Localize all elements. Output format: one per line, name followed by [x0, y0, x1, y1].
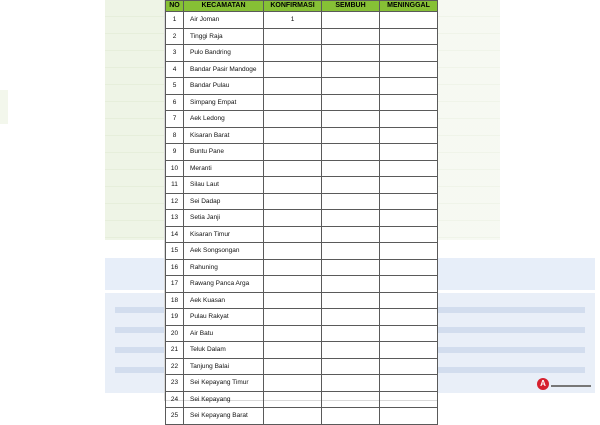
cell-meninggal [380, 78, 438, 95]
cell-konfirmasi [264, 45, 322, 62]
cell-no: 20 [166, 325, 184, 342]
cell-konfirmasi [264, 276, 322, 293]
cell-konfirmasi [264, 358, 322, 375]
cell-sembuh [322, 160, 380, 177]
cell-no: 4 [166, 61, 184, 78]
cell-kecamatan: Silau Laut [184, 177, 264, 194]
cell-no: 12 [166, 193, 184, 210]
cell-sembuh [322, 325, 380, 342]
cell-konfirmasi [264, 78, 322, 95]
cell-sembuh [322, 292, 380, 309]
cell-no: 25 [166, 408, 184, 425]
cell-no: 16 [166, 259, 184, 276]
cell-sembuh [322, 111, 380, 128]
cell-no: 2 [166, 28, 184, 45]
background-table-left [105, 0, 165, 240]
cell-kecamatan: Teluk Dalam [184, 342, 264, 359]
cell-konfirmasi [264, 177, 322, 194]
cell-no: 5 [166, 78, 184, 95]
table-body [166, 12, 438, 425]
kecamatan-case-table [165, 0, 438, 425]
cell-kecamatan: Kisaran Barat [184, 127, 264, 144]
cell-konfirmasi [264, 210, 322, 227]
cell-meninggal [380, 226, 438, 243]
cell-kecamatan: Buntu Pane [184, 144, 264, 161]
cell-meninggal [380, 144, 438, 161]
cell-kecamatan: Setia Janji [184, 210, 264, 227]
cell-konfirmasi [264, 94, 322, 111]
cell-konfirmasi [264, 144, 322, 161]
cell-konfirmasi [264, 226, 322, 243]
cell-no: 8 [166, 127, 184, 144]
cell-no: 24 [166, 391, 184, 408]
cell-no: 3 [166, 45, 184, 62]
cell-konfirmasi [264, 408, 322, 425]
cell-sembuh [322, 193, 380, 210]
cell-meninggal [380, 358, 438, 375]
header-sembuh: SEMBUH [322, 1, 380, 12]
cell-no: 23 [166, 375, 184, 392]
cell-no: 21 [166, 342, 184, 359]
table-row [166, 342, 438, 359]
cell-meninggal [380, 160, 438, 177]
table-row [166, 12, 438, 29]
cell-kecamatan: Air Joman [184, 12, 264, 29]
table-row [166, 375, 438, 392]
cell-kecamatan: Rahuning [184, 259, 264, 276]
cell-no: 13 [166, 210, 184, 227]
cell-meninggal [380, 94, 438, 111]
cell-kecamatan: Meranti [184, 160, 264, 177]
cell-meninggal [380, 342, 438, 359]
cell-meninggal [380, 391, 438, 408]
cell-sembuh [322, 243, 380, 260]
cell-kecamatan: Sei Kepayang Barat [184, 408, 264, 425]
cell-sembuh [322, 408, 380, 425]
cell-no: 22 [166, 358, 184, 375]
cell-kecamatan: Rawang Panca Arga [184, 276, 264, 293]
header-kecamatan: KECAMATAN [184, 1, 264, 12]
cell-meninggal [380, 292, 438, 309]
cell-no: 15 [166, 243, 184, 260]
cell-kecamatan: Pulau Rakyat [184, 309, 264, 326]
cell-kecamatan: Simpang Empat [184, 94, 264, 111]
table-row [166, 325, 438, 342]
cell-kecamatan: Pulo Bandring [184, 45, 264, 62]
header-meninggal: MENINGGAL [380, 1, 438, 12]
cell-kecamatan: Sei Kepayang [184, 391, 264, 408]
table-row [166, 259, 438, 276]
cell-konfirmasi [264, 111, 322, 128]
cell-meninggal [380, 243, 438, 260]
cell-no: 1 [166, 12, 184, 29]
cell-meninggal [380, 193, 438, 210]
cell-konfirmasi [264, 292, 322, 309]
cell-no: 18 [166, 292, 184, 309]
case-table-sheet [165, 0, 437, 420]
table-row [166, 28, 438, 45]
table-row [166, 144, 438, 161]
cell-sembuh [322, 342, 380, 359]
table-row [166, 408, 438, 425]
cell-no: 10 [166, 160, 184, 177]
table-row [166, 111, 438, 128]
cell-meninggal [380, 375, 438, 392]
table-row [166, 45, 438, 62]
table-row [166, 243, 438, 260]
cell-konfirmasi [264, 127, 322, 144]
table-row [166, 78, 438, 95]
cell-meninggal [380, 12, 438, 29]
background-margin-mark [0, 90, 8, 124]
cell-sembuh [322, 226, 380, 243]
cell-sembuh [322, 127, 380, 144]
cell-konfirmasi [264, 61, 322, 78]
cell-no: 11 [166, 177, 184, 194]
cell-sembuh [322, 177, 380, 194]
cell-konfirmasi [264, 342, 322, 359]
logo-icon: A [537, 378, 549, 390]
table-row [166, 210, 438, 227]
cell-meninggal [380, 45, 438, 62]
cell-sembuh [322, 28, 380, 45]
table-row [166, 358, 438, 375]
cell-no: 9 [166, 144, 184, 161]
cell-sembuh [322, 61, 380, 78]
table-row [166, 226, 438, 243]
cell-konfirmasi [264, 375, 322, 392]
cell-no: 14 [166, 226, 184, 243]
cell-meninggal [380, 111, 438, 128]
table-row [166, 94, 438, 111]
background-table-right [436, 0, 500, 240]
cell-sembuh [322, 78, 380, 95]
cell-konfirmasi [264, 243, 322, 260]
cell-meninggal [380, 259, 438, 276]
cell-meninggal [380, 408, 438, 425]
cell-meninggal [380, 276, 438, 293]
watermark-logo [537, 376, 597, 394]
cell-kecamatan: Air Batu [184, 325, 264, 342]
cell-sembuh [322, 12, 380, 29]
cell-sembuh [322, 45, 380, 62]
cell-sembuh [322, 94, 380, 111]
cell-meninggal [380, 61, 438, 78]
cell-sembuh [322, 144, 380, 161]
cell-meninggal [380, 210, 438, 227]
table-row [166, 292, 438, 309]
cell-meninggal [380, 177, 438, 194]
cell-konfirmasi [264, 28, 322, 45]
header-no: NO [166, 1, 184, 12]
cell-kecamatan: Bandar Pasir Mandoge [184, 61, 264, 78]
cell-sembuh [322, 210, 380, 227]
header-konfirmasi: KONFIRMASI [264, 1, 322, 12]
cell-no: 6 [166, 94, 184, 111]
cell-sembuh [322, 391, 380, 408]
cell-kecamatan: Sei Kepayang Timur [184, 375, 264, 392]
cell-sembuh [322, 259, 380, 276]
cell-kecamatan: Aek Kuasan [184, 292, 264, 309]
cell-no: 19 [166, 309, 184, 326]
cell-sembuh [322, 358, 380, 375]
cell-kecamatan: Bandar Pulau [184, 78, 264, 95]
cell-kecamatan: Tinggi Raja [184, 28, 264, 45]
cell-kecamatan: Aek Ledong [184, 111, 264, 128]
cell-konfirmasi [264, 325, 322, 342]
cell-konfirmasi: 1 [264, 12, 322, 29]
table-row [166, 127, 438, 144]
cell-konfirmasi [264, 391, 322, 408]
table-row [166, 160, 438, 177]
cell-meninggal [380, 309, 438, 326]
cell-kecamatan: Tanjung Balai [184, 358, 264, 375]
cell-konfirmasi [264, 259, 322, 276]
cell-kecamatan: Sei Dadap [184, 193, 264, 210]
table-row [166, 61, 438, 78]
cell-sembuh [322, 375, 380, 392]
table-row [166, 177, 438, 194]
cell-kecamatan: Kisaran Timur [184, 226, 264, 243]
table-row [166, 276, 438, 293]
cell-konfirmasi [264, 160, 322, 177]
cell-no: 17 [166, 276, 184, 293]
cell-konfirmasi [264, 193, 322, 210]
cell-sembuh [322, 309, 380, 326]
cell-sembuh [322, 276, 380, 293]
cell-no: 7 [166, 111, 184, 128]
logo-underline [551, 385, 591, 387]
cell-konfirmasi [264, 309, 322, 326]
table-row [166, 391, 438, 408]
cell-meninggal [380, 28, 438, 45]
table-header-row [166, 1, 438, 12]
cell-meninggal [380, 325, 438, 342]
table-row [166, 309, 438, 326]
cell-kecamatan: Aek Songsongan [184, 243, 264, 260]
table-row [166, 193, 438, 210]
cell-meninggal [380, 127, 438, 144]
